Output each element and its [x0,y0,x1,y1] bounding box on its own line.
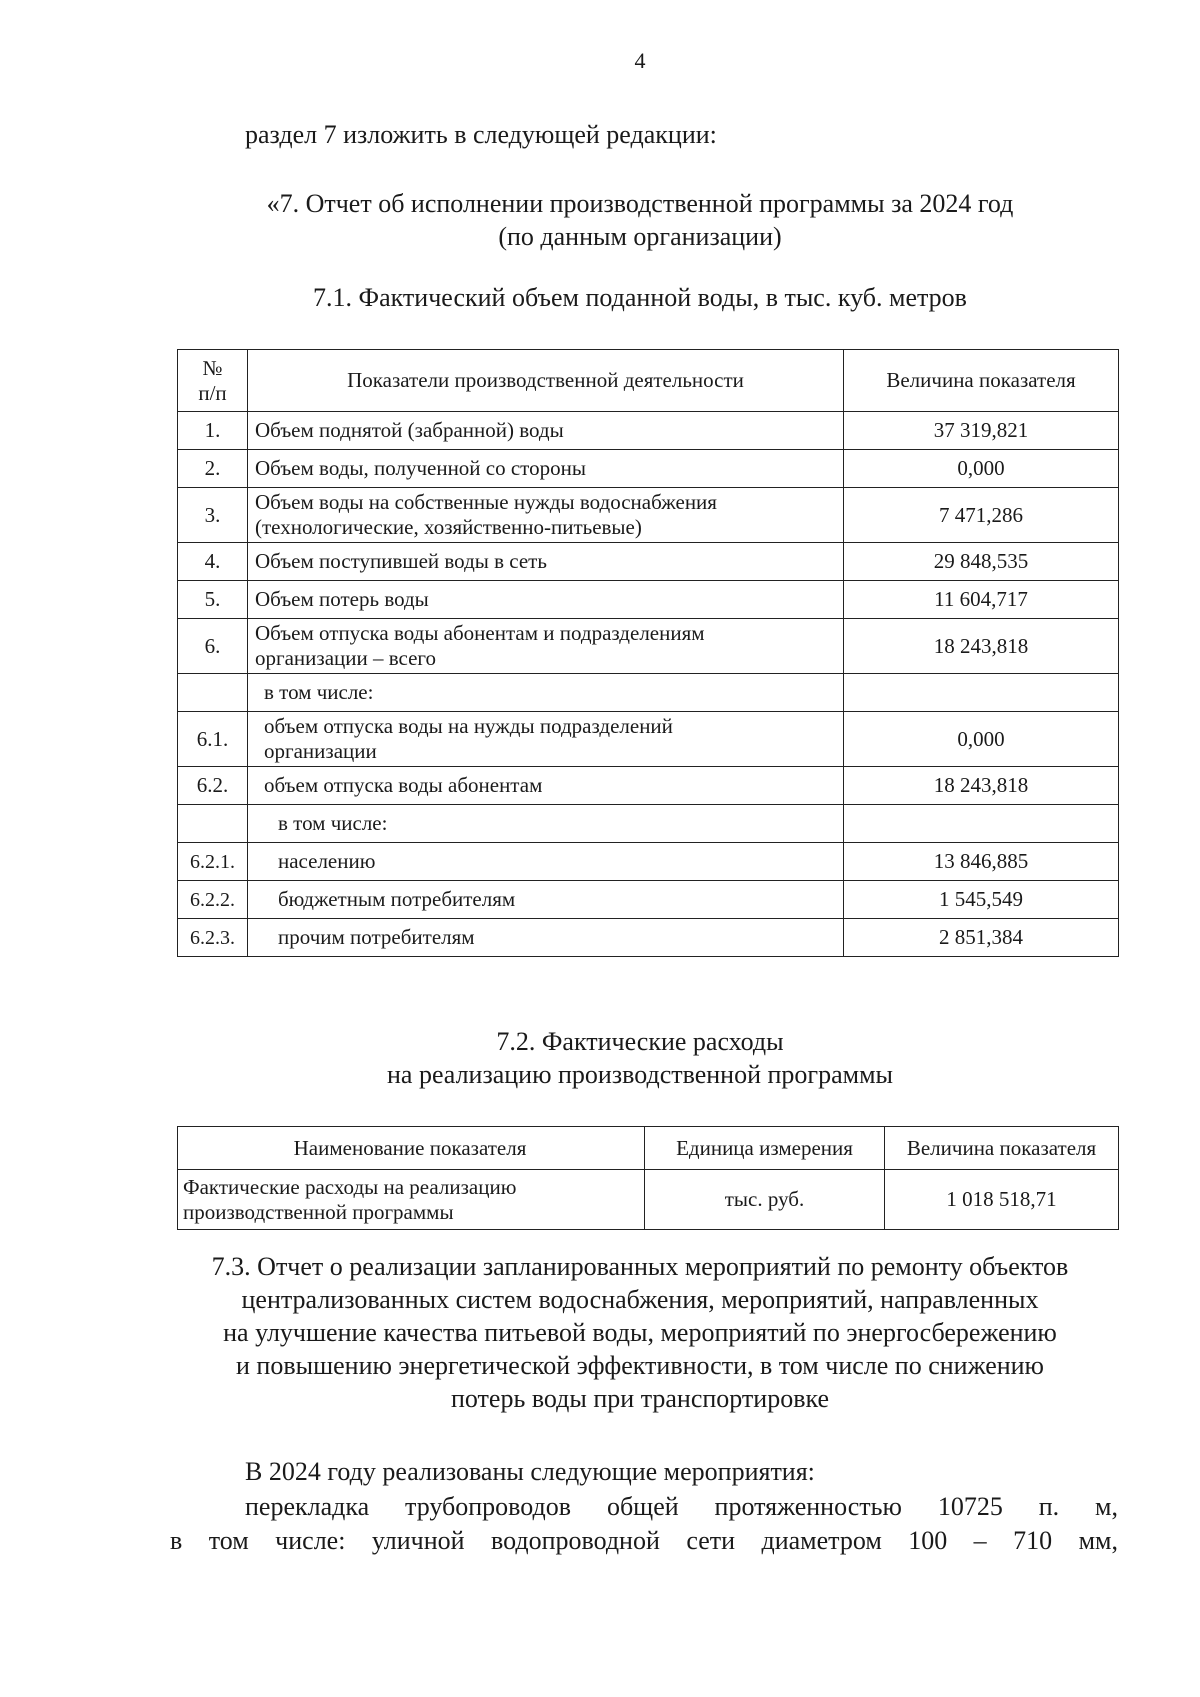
row-name [248,712,844,767]
row-name-line-2: организации – всего [255,646,437,670]
row-value [844,674,1119,712]
row-name-line-2: (технологические, хозяйственно-питьевые) [255,515,642,539]
section-7-3-title-line-2: централизованных систем водоснабжения, мероприятий, направленных [241,1285,1039,1314]
row-value: 0,000 [844,450,1119,488]
intro-text: раздел 7 изложить в следующей редакции: [245,120,717,149]
table-row [178,919,1119,957]
section-7-3-title-line-1: 7.3. Отчет о реализации запланированных мероприятий по ремонту объектов [211,1252,1069,1281]
row-name: населению [248,843,844,881]
row-value: 11 604,717 [844,581,1119,619]
water-volume-table [177,349,1119,957]
row-name: Объем поднятой (забранной) воды [248,412,844,450]
row-name: в том числе: [248,674,844,712]
expenses-table [177,1126,1119,1230]
row-value: 29 848,535 [844,543,1119,581]
row-value: 1 545,549 [844,881,1119,919]
section-7-3-title-line-5: потерь воды при транспортировке [450,1384,830,1413]
section-7-1-title: 7.1. Фактический объем поданной воды, в тыс. куб. метров [313,283,967,312]
row-name-line-2: производственной программы [183,1199,454,1224]
row-num [178,805,248,843]
row-value: 7 471,286 [844,488,1119,543]
table-row [178,767,1119,805]
row-num: 6. [178,619,248,674]
body-paragraph-2: перекладка трубопроводов общей протяженностью 10725 п. м, [245,1492,1118,1521]
table-row [178,805,1119,843]
table-row [178,450,1119,488]
row-num: 6.2.1. [178,843,248,881]
row-name: объем отпуска воды абонентам [248,767,844,805]
section-7-2-title-line-2: на реализацию производственной программы [386,1060,893,1089]
section-7-3-title-line-4: и повышению энергетической эффективности, в том числе по снижению [236,1351,1044,1380]
table-row [178,674,1119,712]
row-num: 1. [178,412,248,450]
header-name: Показатели производственной деятельности [248,350,844,412]
row-value: 18 243,818 [844,767,1119,805]
table-row [178,412,1119,450]
table-row [178,543,1119,581]
row-unit: тыс. руб. [645,1170,885,1230]
row-name: Объем потерь воды [248,581,844,619]
row-num: 4. [178,543,248,581]
row-name [248,488,844,543]
section-7-2-title-line-1: 7.2. Фактические расходы [496,1027,784,1056]
row-name-line-1: Фактические расходы на реализацию [183,1174,517,1199]
body-paragraph-1: В 2024 году реализованы следующие мероприятия: [245,1457,815,1486]
row-value: 37 319,821 [844,412,1119,450]
row-value: 13 846,885 [844,843,1119,881]
header-num-line-1: № [202,355,223,380]
row-value [844,805,1119,843]
row-name-line-1: Объем воды на собственные нужды водоснабжения [255,490,717,514]
table-row [178,712,1119,767]
row-value: 0,000 [844,712,1119,767]
row-value: 2 851,384 [844,919,1119,957]
row-name: в том числе: [248,805,844,843]
header-value: Величина показателя [885,1127,1119,1170]
row-num: 3. [178,488,248,543]
header-unit: Единица измерения [645,1127,885,1170]
table-row [178,581,1119,619]
section-7-2-title [0,1025,1200,1091]
row-value: 1 018 518,71 [885,1170,1119,1230]
body-paragraph-3: в том числе: уличной водопроводной сети диаметром 100 – 710 мм, [170,1526,1118,1555]
table-row [178,843,1119,881]
row-num: 6.2.2. [178,881,248,919]
header-num-line-2: п/п [198,380,227,405]
section-7-title-line-1: «7. Отчет об исполнении производственной программы за 2024 год [266,189,1014,218]
header-name: Наименование показателя [178,1127,645,1170]
row-name: бюджетным потребителям [248,881,844,919]
section-7-title [0,187,1200,253]
row-num: 6.1. [178,712,248,767]
header-value: Величина показателя [844,350,1119,412]
section-7-title-line-2: (по данным организации) [498,222,782,251]
row-name [248,619,844,674]
row-num: 6.2. [178,767,248,805]
table-row [178,488,1119,543]
table-header-row [178,1127,1119,1170]
table-row [178,881,1119,919]
section-7-3-title [0,1250,1200,1415]
row-name: Объем воды, полученной со стороны [248,450,844,488]
row-num: 6.2.3. [178,919,248,957]
row-num: 5. [178,581,248,619]
row-name: Объем поступившей воды в сеть [248,543,844,581]
row-name [178,1170,645,1230]
row-name-line-2: организации [264,739,377,763]
page-number: 4 [634,48,646,73]
row-name-line-1: Объем отпуска воды абонентам и подразделениям [255,621,705,645]
row-num: 2. [178,450,248,488]
row-num [178,674,248,712]
table-row [178,1170,1119,1230]
row-name: прочим потребителям [248,919,844,957]
row-value: 18 243,818 [844,619,1119,674]
row-name-line-1: объем отпуска воды на нужды подразделений [264,714,673,738]
section-7-3-title-line-3: на улучшение качества питьевой воды, мероприятий по энергосбережению [223,1318,1057,1347]
table-row [178,619,1119,674]
header-num [178,350,248,412]
table-header-row [178,350,1119,412]
